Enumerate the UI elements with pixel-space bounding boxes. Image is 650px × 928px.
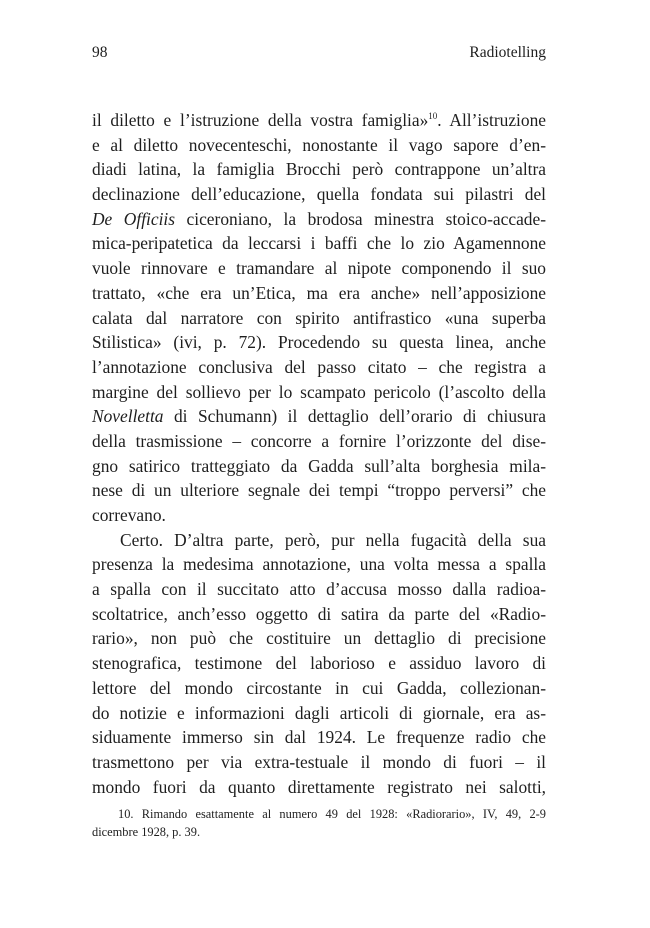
text-line: stenografica, testimone del laborioso e assiduo lavoro di — [92, 653, 546, 674]
text-line: De Officiis ciceroniano, la brodosa minestra stoico-accade- — [92, 208, 546, 229]
text-line: della trasmissione – concorre a fornire l’orizzonte del dise- — [92, 430, 546, 451]
text-line: diadi latina, la famiglia Brocchi però contrappone un’altra — [92, 159, 546, 180]
text-line: margine del sollievo per lo scampato pericolo (l’ascolto della — [92, 381, 546, 402]
text-line: correvano. — [92, 505, 166, 525]
footnote-line: dicembre 1928, p. 39. — [92, 825, 201, 839]
footnote — [92, 805, 546, 841]
running-title: Radiotelling — [469, 44, 546, 61]
italic-title: De Officiis — [92, 208, 176, 229]
text-line: trattato, «che era un’Etica, ma era anche» nell’apposizione — [92, 282, 546, 303]
text-line: declinazione dell’educazione, quella fondata sui pilastri del — [92, 184, 546, 205]
text-line: vuole rinnovare e tramandare al nipote componendo il suo — [92, 258, 546, 279]
text-line: presenza la medesima annotazione, una volta messa a spalla — [92, 554, 546, 575]
text-line: nese di un ulteriore segnale dei tempi “troppo perversi” che — [92, 480, 546, 501]
text-line: a spalla con il succitato atto d’accusa mosso dalla radioa- — [92, 579, 546, 600]
text-line: mondo fuori da quanto direttamente registrato nei salotti, — [92, 776, 546, 797]
text-line: l’annotazione conclusiva del passo citato – che registra a — [92, 356, 546, 377]
text-line: calata dal narratore con spirito antifrastico «una superba — [92, 307, 546, 328]
text-line: trasmettono per via extra-testuale il mondo di fuori – il — [92, 751, 546, 772]
text-line: lettore del mondo circostante in cui Gadda, collezionan- — [92, 677, 546, 698]
page-number: 98 — [92, 44, 108, 61]
text-line: rario», non può che costituire un dettaglio di precisione — [92, 628, 546, 649]
footnote-line: 10. Rimando esattamente al numero 49 del 1928: «Radiorario», IV, 49, 2-9 — [118, 807, 546, 821]
text-line: il diletto e l’istruzione della vostra famiglia»$^{10}$. All’istruzione — [92, 110, 546, 130]
text-line: mica-peripatetica da leccarsi i baffi che lo zio Agamennone — [92, 233, 546, 254]
text-line: gno satirico tratteggiato da Gadda sull’alta borghesia mila- — [92, 455, 546, 476]
text-line: e al diletto novecenteschi, nonostante il vago sapore d’en- — [92, 134, 546, 155]
text-line: scoltatrice, anch’esso oggetto di satira da parte del «Radio- — [92, 603, 546, 624]
text-line: Stilistica» (ivi, p. 72). Procedendo su questa linea, anche — [92, 332, 546, 353]
footnote-reference: 10 — [428, 111, 438, 121]
text-line: do notizie e informazioni dagli articoli di giornale, era as- — [92, 702, 546, 723]
page-header — [92, 44, 546, 66]
text-line: Certo. D’altra parte, però, pur nella fugacità della sua — [120, 529, 546, 550]
text-line: siduamente immerso sin dal 1924. Le frequenze radio che — [92, 727, 546, 748]
italic-title: Novelletta — [92, 406, 164, 427]
text-line: Novelletta di Schumann) il dettaglio dell’orario di chiusura — [92, 406, 546, 427]
main-text — [92, 108, 546, 799]
